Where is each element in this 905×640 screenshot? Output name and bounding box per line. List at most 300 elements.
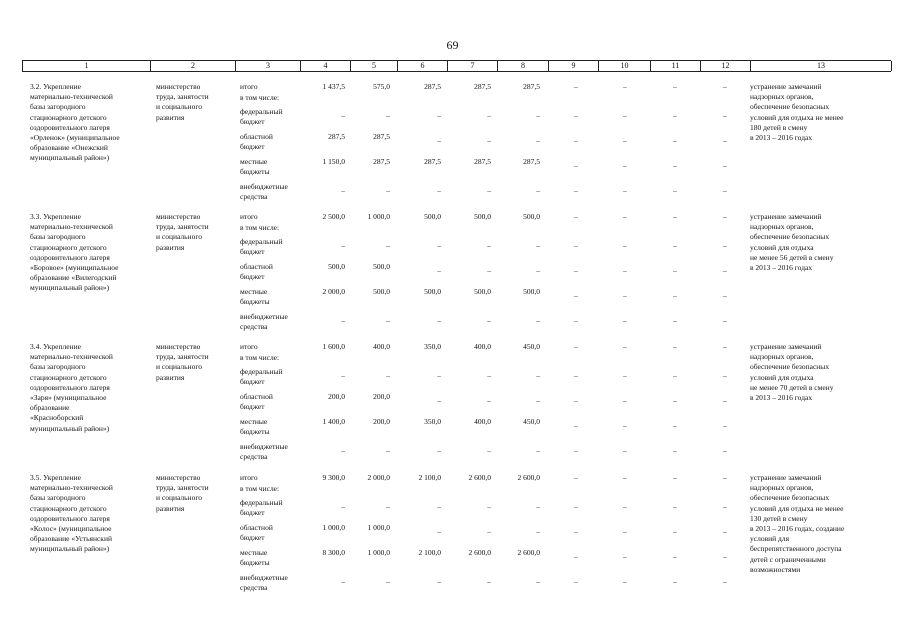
- amount-cell: 2 000,0: [322, 287, 345, 296]
- funding-source-label: бюджет: [240, 377, 265, 386]
- result-line: 180 детей в смену: [750, 122, 808, 132]
- empty-cell-dash: –: [623, 342, 627, 351]
- result-line: устранение замечаний: [750, 473, 822, 482]
- empty-cell-dash: –: [574, 396, 578, 405]
- amount-cell: –: [536, 446, 540, 455]
- executor-line: развития: [156, 503, 185, 513]
- amount-cell: –: [341, 502, 345, 511]
- funding-source-label: в том числе:: [240, 93, 280, 102]
- amount-cell: 9 300,0: [322, 473, 345, 482]
- amount-cell: –: [437, 266, 441, 275]
- empty-cell-dash: –: [623, 186, 627, 195]
- funding-source-label: бюджеты: [240, 427, 270, 436]
- empty-cell-dash: –: [574, 266, 578, 275]
- funding-source-label: в том числе:: [240, 484, 280, 493]
- executor-line: и социального: [156, 102, 202, 112]
- amount-cell: 1 400,0: [322, 417, 345, 426]
- amount-cell: 500,0: [373, 287, 390, 296]
- item-description-line: 3.3. Укрепление: [30, 212, 81, 221]
- amount-cell: –: [437, 446, 441, 455]
- header-col-7: 7: [447, 61, 497, 71]
- amount-cell: 2 100,0: [418, 548, 441, 557]
- funding-source-label: местные: [240, 157, 268, 166]
- amount-cell: 575,0: [373, 82, 390, 91]
- amount-cell: –: [437, 241, 441, 250]
- amount-cell: 287,5: [373, 132, 390, 141]
- header-col-6: 6: [397, 61, 447, 71]
- amount-cell: 1 000,0: [322, 523, 345, 532]
- empty-cell-dash: –: [673, 502, 677, 511]
- header-col-5: 5: [350, 61, 397, 71]
- item-description-line: оздоровительного лагеря: [30, 252, 110, 262]
- result-line: беспрепятственного доступа: [750, 544, 842, 554]
- item-description-line: материально-технической: [30, 92, 113, 102]
- empty-cell-dash: –: [623, 371, 627, 380]
- header-col-13: 13: [750, 61, 892, 71]
- funding-source-label: итого: [240, 473, 258, 482]
- empty-cell-dash: –: [574, 111, 578, 120]
- result-line: 130 детей в смену: [750, 513, 808, 523]
- amount-cell: 287,5: [424, 157, 441, 166]
- empty-cell-dash: –: [623, 241, 627, 250]
- empty-cell-dash: –: [723, 241, 727, 250]
- empty-cell-dash: –: [673, 241, 677, 250]
- empty-cell-dash: –: [574, 241, 578, 250]
- result-line: условий для отдыха: [750, 372, 814, 382]
- amount-cell: –: [437, 316, 441, 325]
- item-description-line: базы загородного: [30, 232, 86, 242]
- item-description-line: образование «Устьянский: [30, 534, 112, 544]
- amount-cell: –: [487, 316, 491, 325]
- amount-cell: 287,5: [523, 157, 540, 166]
- empty-cell-dash: –: [574, 161, 578, 170]
- amount-cell: 500,0: [474, 287, 491, 296]
- amount-cell: 450,0: [523, 417, 540, 426]
- funding-source-label: бюджет: [240, 402, 265, 411]
- empty-cell-dash: –: [673, 552, 677, 561]
- amount-cell: 2 500,0: [322, 212, 345, 221]
- amount-cell: 350,0: [424, 417, 441, 426]
- amount-cell: –: [536, 577, 540, 586]
- funding-source-label: итого: [240, 342, 258, 351]
- empty-cell-dash: –: [673, 82, 677, 91]
- item-description-line: материально-технической: [30, 483, 113, 493]
- amount-cell: –: [536, 266, 540, 275]
- funding-source-label: федеральный: [240, 107, 283, 116]
- empty-cell-dash: –: [673, 421, 677, 430]
- funding-source-label: бюджет: [240, 247, 265, 256]
- executor-line: министерство: [156, 342, 201, 351]
- result-line: устранение замечаний: [750, 82, 822, 91]
- empty-cell-dash: –: [723, 266, 727, 275]
- executor-line: труда, занятости: [156, 222, 209, 232]
- empty-cell-dash: –: [723, 161, 727, 170]
- empty-cell-dash: –: [574, 473, 578, 482]
- item-description-line: «Орленок» (муниципальное: [30, 133, 120, 142]
- item-description-line: оздоровительного лагеря: [30, 513, 110, 523]
- empty-cell-dash: –: [673, 161, 677, 170]
- header-col-12: 12: [700, 61, 750, 71]
- amount-cell: 287,5: [373, 157, 390, 166]
- amount-cell: 1 000,0: [367, 212, 390, 221]
- empty-cell-dash: –: [673, 577, 677, 586]
- amount-cell: 2 100,0: [418, 473, 441, 482]
- empty-cell-dash: –: [623, 266, 627, 275]
- amount-cell: –: [536, 502, 540, 511]
- empty-cell-dash: –: [623, 552, 627, 561]
- empty-cell-dash: –: [574, 291, 578, 300]
- empty-cell-dash: –: [723, 577, 727, 586]
- funding-source-label: бюджеты: [240, 297, 270, 306]
- amount-cell: 500,0: [424, 212, 441, 221]
- empty-cell-dash: –: [673, 136, 677, 145]
- amount-cell: –: [487, 111, 491, 120]
- item-description-line: стационарного детского: [30, 503, 107, 513]
- funding-source-label: бюджет: [240, 142, 265, 151]
- empty-cell-dash: –: [723, 316, 727, 325]
- funding-source-label: средства: [240, 452, 268, 461]
- amount-cell: –: [341, 577, 345, 586]
- executor-line: министерство: [156, 212, 201, 221]
- empty-cell-dash: –: [623, 396, 627, 405]
- empty-cell-dash: –: [574, 316, 578, 325]
- empty-cell-dash: –: [574, 186, 578, 195]
- amount-cell: –: [536, 371, 540, 380]
- item-description-line: образование: [30, 403, 70, 413]
- item-description-line: стационарного детского: [30, 112, 107, 122]
- result-line: условий для отдыха не менее: [750, 112, 844, 122]
- page-number: 69: [446, 38, 459, 52]
- funding-source-label: бюджет: [240, 117, 265, 126]
- amount-cell: –: [536, 527, 540, 536]
- empty-cell-dash: –: [673, 396, 677, 405]
- empty-cell-dash: –: [673, 291, 677, 300]
- amount-cell: 1 000,0: [367, 523, 390, 532]
- executor-line: и социального: [156, 232, 202, 242]
- header-col-2: 2: [150, 61, 235, 71]
- funding-source-label: местные: [240, 417, 268, 426]
- result-line: не менее 70 детей в смену: [750, 382, 834, 392]
- amount-cell: –: [487, 396, 491, 405]
- empty-cell-dash: –: [623, 136, 627, 145]
- item-description-line: 3.2. Укрепление: [30, 82, 81, 91]
- executor-line: труда, занятости: [156, 483, 209, 493]
- empty-cell-dash: –: [623, 421, 627, 430]
- funding-source-label: бюджет: [240, 272, 265, 281]
- amount-cell: 287,5: [474, 82, 491, 91]
- executor-line: развития: [156, 242, 185, 252]
- empty-cell-dash: –: [673, 212, 677, 221]
- funding-source-label: в том числе:: [240, 223, 280, 232]
- item-description-line: материально-технической: [30, 352, 113, 362]
- result-line: детей с ограниченными: [750, 554, 826, 564]
- amount-cell: 287,5: [328, 132, 345, 141]
- empty-cell-dash: –: [723, 552, 727, 561]
- funding-source-label: федеральный: [240, 237, 283, 246]
- executor-line: и социального: [156, 493, 202, 503]
- empty-cell-dash: –: [723, 136, 727, 145]
- item-description-line: оздоровительного лагеря: [30, 122, 110, 132]
- empty-cell-dash: –: [574, 82, 578, 91]
- result-line: надзорных органов,: [750, 352, 814, 362]
- amount-cell: –: [487, 241, 491, 250]
- amount-cell: –: [536, 316, 540, 325]
- amount-cell: –: [386, 371, 390, 380]
- item-description-line: образование «Вилегодский: [30, 273, 117, 283]
- amount-cell: –: [341, 241, 345, 250]
- item-description-line: «Колос» (муниципальное: [30, 524, 112, 533]
- empty-cell-dash: –: [723, 82, 727, 91]
- empty-cell-dash: –: [723, 473, 727, 482]
- result-line: устранение замечаний: [750, 342, 822, 351]
- amount-cell: 200,0: [373, 392, 390, 401]
- funding-source-label: внебюджетные: [240, 182, 288, 191]
- header-col-10: 10: [598, 61, 650, 71]
- executor-line: труда, занятости: [156, 92, 209, 102]
- amount-cell: 500,0: [424, 287, 441, 296]
- result-line: надзорных органов,: [750, 483, 814, 493]
- amount-cell: –: [487, 136, 491, 145]
- empty-cell-dash: –: [673, 266, 677, 275]
- empty-cell-dash: –: [673, 342, 677, 351]
- result-line: в 2013 – 2016 годах: [750, 263, 813, 272]
- item-description-line: базы загородного: [30, 493, 86, 503]
- amount-cell: 350,0: [424, 342, 441, 351]
- empty-cell-dash: –: [574, 371, 578, 380]
- executor-line: министерство: [156, 82, 201, 91]
- header-col-11: 11: [650, 61, 700, 71]
- amount-cell: –: [341, 371, 345, 380]
- empty-cell-dash: –: [623, 502, 627, 511]
- empty-cell-dash: –: [574, 552, 578, 561]
- amount-cell: 287,5: [523, 82, 540, 91]
- executor-line: и социального: [156, 362, 202, 372]
- empty-cell-dash: –: [723, 291, 727, 300]
- item-description-line: «Заря» (муниципальное: [30, 393, 107, 402]
- amount-cell: 2 600,0: [517, 473, 540, 482]
- funding-source-label: федеральный: [240, 367, 283, 376]
- funding-source-label: местные: [240, 287, 268, 296]
- empty-cell-dash: –: [623, 473, 627, 482]
- amount-cell: 1 150,0: [322, 157, 345, 166]
- amount-cell: –: [437, 111, 441, 120]
- empty-cell-dash: –: [574, 342, 578, 351]
- result-line: условий для: [750, 534, 790, 544]
- amount-cell: –: [386, 241, 390, 250]
- amount-cell: –: [536, 241, 540, 250]
- empty-cell-dash: –: [574, 577, 578, 586]
- funding-source-label: областной: [240, 392, 273, 401]
- item-description-line: стационарного детского: [30, 242, 107, 252]
- amount-cell: –: [386, 502, 390, 511]
- amount-cell: –: [487, 577, 491, 586]
- item-description-line: стационарного детского: [30, 372, 107, 382]
- amount-cell: –: [437, 186, 441, 195]
- amount-cell: 500,0: [474, 212, 491, 221]
- amount-cell: –: [536, 136, 540, 145]
- item-description-line: муниципальный район»): [30, 153, 110, 163]
- funding-source-label: в том числе:: [240, 353, 280, 362]
- amount-cell: 400,0: [373, 342, 390, 351]
- funding-source-label: областной: [240, 132, 273, 141]
- amount-cell: –: [487, 527, 491, 536]
- item-description-line: 3.5. Укрепление: [30, 473, 81, 482]
- table-header: [22, 60, 891, 72]
- amount-cell: –: [341, 186, 345, 195]
- empty-cell-dash: –: [574, 446, 578, 455]
- amount-cell: –: [386, 186, 390, 195]
- executor-line: труда, занятости: [156, 352, 209, 362]
- header-col-9: 9: [548, 61, 598, 71]
- result-line: обеспечение безопасных: [750, 232, 830, 242]
- amount-cell: –: [386, 577, 390, 586]
- empty-cell-dash: –: [673, 186, 677, 195]
- executor-line: развития: [156, 372, 185, 382]
- item-description-line: «Красноборский: [30, 413, 84, 423]
- item-description-line: муниципальный район»): [30, 423, 110, 433]
- result-line: условий для отдыха: [750, 242, 814, 252]
- amount-cell: –: [487, 502, 491, 511]
- amount-cell: 1 000,0: [367, 548, 390, 557]
- amount-cell: 200,0: [373, 417, 390, 426]
- amount-cell: 200,0: [328, 392, 345, 401]
- empty-cell-dash: –: [673, 371, 677, 380]
- amount-cell: –: [341, 446, 345, 455]
- empty-cell-dash: –: [623, 212, 627, 221]
- amount-cell: –: [536, 111, 540, 120]
- empty-cell-dash: –: [723, 371, 727, 380]
- empty-cell-dash: –: [673, 316, 677, 325]
- item-description-line: базы загородного: [30, 362, 86, 372]
- amount-cell: 450,0: [523, 342, 540, 351]
- amount-cell: –: [487, 446, 491, 455]
- empty-cell-dash: –: [723, 446, 727, 455]
- funding-source-label: внебюджетные: [240, 442, 288, 451]
- item-description-line: 3.4. Укрепление: [30, 342, 81, 351]
- empty-cell-dash: –: [673, 111, 677, 120]
- amount-cell: –: [487, 186, 491, 195]
- amount-cell: 2 600,0: [468, 548, 491, 557]
- empty-cell-dash: –: [574, 136, 578, 145]
- amount-cell: 500,0: [373, 262, 390, 271]
- empty-cell-dash: –: [623, 82, 627, 91]
- amount-cell: –: [386, 316, 390, 325]
- item-description-line: материально-технической: [30, 222, 113, 232]
- empty-cell-dash: –: [723, 421, 727, 430]
- amount-cell: 287,5: [424, 82, 441, 91]
- funding-source-label: средства: [240, 322, 268, 331]
- empty-cell-dash: –: [623, 161, 627, 170]
- empty-cell-dash: –: [673, 527, 677, 536]
- executor-line: развития: [156, 112, 185, 122]
- empty-cell-dash: –: [723, 527, 727, 536]
- amount-cell: –: [437, 502, 441, 511]
- amount-cell: 500,0: [523, 212, 540, 221]
- amount-cell: –: [437, 577, 441, 586]
- empty-cell-dash: –: [574, 421, 578, 430]
- amount-cell: –: [437, 371, 441, 380]
- empty-cell-dash: –: [723, 186, 727, 195]
- item-description-line: оздоровительного лагеря: [30, 382, 110, 392]
- funding-source-label: средства: [240, 583, 268, 592]
- empty-cell-dash: –: [723, 502, 727, 511]
- amount-cell: –: [487, 371, 491, 380]
- result-line: надзорных органов,: [750, 222, 814, 232]
- amount-cell: –: [536, 396, 540, 405]
- item-description-line: образование «Онежский: [30, 143, 108, 153]
- funding-source-label: итого: [240, 212, 258, 221]
- header-col-8: 8: [497, 61, 548, 71]
- empty-cell-dash: –: [623, 527, 627, 536]
- amount-cell: 400,0: [474, 417, 491, 426]
- amount-cell: –: [487, 266, 491, 275]
- amount-cell: –: [386, 111, 390, 120]
- funding-source-label: итого: [240, 82, 258, 91]
- result-line: обеспечение безопасных: [750, 362, 830, 372]
- result-line: условий для отдыха не менее: [750, 503, 844, 513]
- amount-cell: –: [341, 111, 345, 120]
- result-line: обеспечение безопасных: [750, 493, 830, 503]
- result-line: в 2013 – 2016 годах, создание: [750, 524, 845, 533]
- empty-cell-dash: –: [574, 527, 578, 536]
- empty-cell-dash: –: [623, 316, 627, 325]
- funding-source-label: областной: [240, 523, 273, 532]
- empty-cell-dash: –: [623, 111, 627, 120]
- item-description-line: базы загородного: [30, 102, 86, 112]
- amount-cell: 2 000,0: [367, 473, 390, 482]
- amount-cell: 1 437,5: [322, 82, 345, 91]
- item-description-line: «Боровое» (муниципальное: [30, 263, 119, 272]
- funding-source-label: бюджеты: [240, 558, 270, 567]
- empty-cell-dash: –: [574, 502, 578, 511]
- empty-cell-dash: –: [723, 342, 727, 351]
- result-line: обеспечение безопасных: [750, 102, 830, 112]
- funding-source-label: местные: [240, 548, 268, 557]
- funding-source-label: бюджеты: [240, 167, 270, 176]
- empty-cell-dash: –: [623, 577, 627, 586]
- empty-cell-dash: –: [673, 446, 677, 455]
- amount-cell: 2 600,0: [468, 473, 491, 482]
- funding-source-label: средства: [240, 192, 268, 201]
- result-line: в 2013 – 2016 годах: [750, 393, 813, 402]
- header-col-1: 1: [22, 61, 150, 71]
- funding-source-label: бюджет: [240, 533, 265, 542]
- funding-source-label: федеральный: [240, 498, 283, 507]
- empty-cell-dash: –: [723, 396, 727, 405]
- funding-source-label: бюджет: [240, 508, 265, 517]
- funding-source-label: внебюджетные: [240, 573, 288, 582]
- empty-cell-dash: –: [723, 212, 727, 221]
- amount-cell: –: [341, 316, 345, 325]
- item-description-line: муниципальный район»): [30, 544, 110, 554]
- amount-cell: 2 600,0: [517, 548, 540, 557]
- amount-cell: 287,5: [474, 157, 491, 166]
- amount-cell: –: [536, 186, 540, 195]
- amount-cell: –: [437, 396, 441, 405]
- header-col-3: 3: [235, 61, 300, 71]
- result-line: в 2013 – 2016 годах: [750, 133, 813, 142]
- empty-cell-dash: –: [723, 111, 727, 120]
- funding-source-label: внебюджетные: [240, 312, 288, 321]
- executor-line: министерство: [156, 473, 201, 482]
- empty-cell-dash: –: [574, 212, 578, 221]
- empty-cell-dash: –: [673, 473, 677, 482]
- amount-cell: 500,0: [328, 262, 345, 271]
- result-line: не менее 56 детей в смену: [750, 252, 834, 262]
- result-line: возможностями: [750, 564, 801, 574]
- result-line: устранение замечаний: [750, 212, 822, 221]
- amount-cell: 1 600,0: [322, 342, 345, 351]
